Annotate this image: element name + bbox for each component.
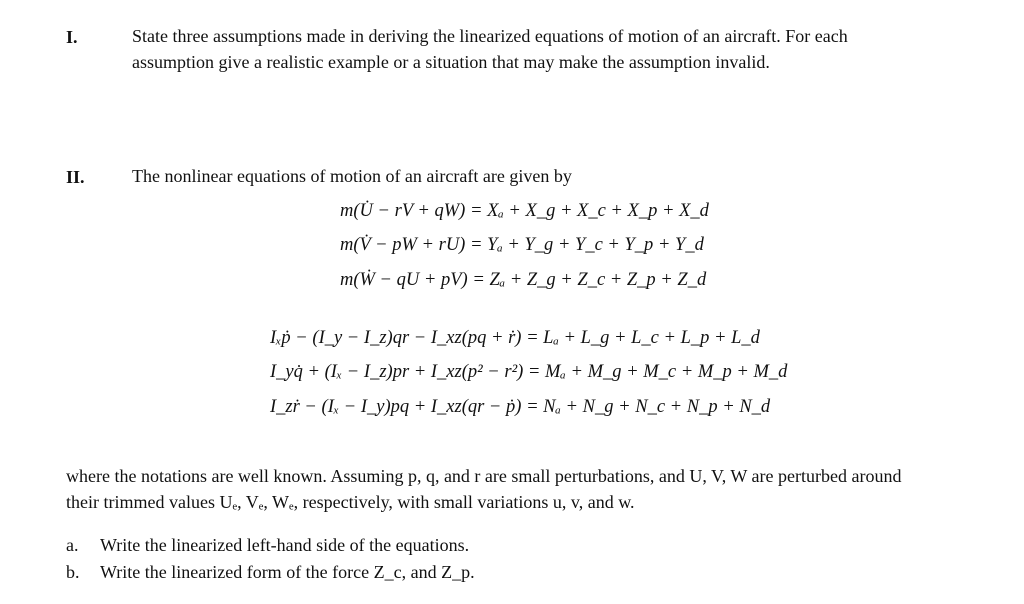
part-a-marker: a. bbox=[66, 535, 79, 555]
question-2-intro: The nonlinear equations of motion of an aircraft are given by bbox=[132, 166, 572, 186]
question-1-numeral: I. bbox=[66, 27, 78, 47]
where-line-2: their trimmed values Uₑ, Vₑ, Wₑ, respectively, with small variations u, v, and w. bbox=[66, 492, 635, 512]
force-equation-x: m(U̇ − rV + qW) = Xₐ + X_g + X_c + X_p + X_d bbox=[340, 201, 709, 221]
moment-equation-roll: Iₓṗ − (I_y − I_z)qr − I_xz(pq + ṙ) = Lₐ + L_g + L_c + L_p + L_d bbox=[270, 328, 760, 348]
moment-equation-yaw: I_zṙ − (Iₓ − I_y)pq + I_xz(qr − ṗ) = Nₐ + N_g + N_c + N_p + N_d bbox=[270, 397, 771, 417]
force-equation-y: m(V̇ − pW + rU) = Yₐ + Y_g + Y_c + Y_p + Y_d bbox=[340, 235, 704, 255]
part-b-text: Write the linearized form of the force Z_c, and Z_p. bbox=[100, 562, 475, 582]
part-b-marker: b. bbox=[66, 562, 80, 582]
force-equation-z: m(Ẇ − qU + pV) = Zₐ + Z_g + Z_c + Z_p + Z_d bbox=[340, 270, 707, 290]
part-a-text: Write the linearized left-hand side of the equations. bbox=[100, 535, 470, 555]
where-line-1: where the notations are well known. Assuming p, q, and r are small perturbations, and U, V, W are perturbed around bbox=[66, 466, 902, 486]
moment-equation-pitch: I_yq̇ + (Iₓ − I_z)pr + I_xz(p² − r²) = Mₐ + M_g + M_c + M_p + M_d bbox=[270, 362, 788, 382]
question-1-line-1: State three assumptions made in deriving the linearized equations of motion of an aircraft. For each bbox=[132, 26, 848, 46]
question-1-line-2: assumption give a realistic example or a situation that may make the assumption invalid. bbox=[132, 52, 770, 72]
question-2-numeral: II. bbox=[66, 167, 85, 187]
